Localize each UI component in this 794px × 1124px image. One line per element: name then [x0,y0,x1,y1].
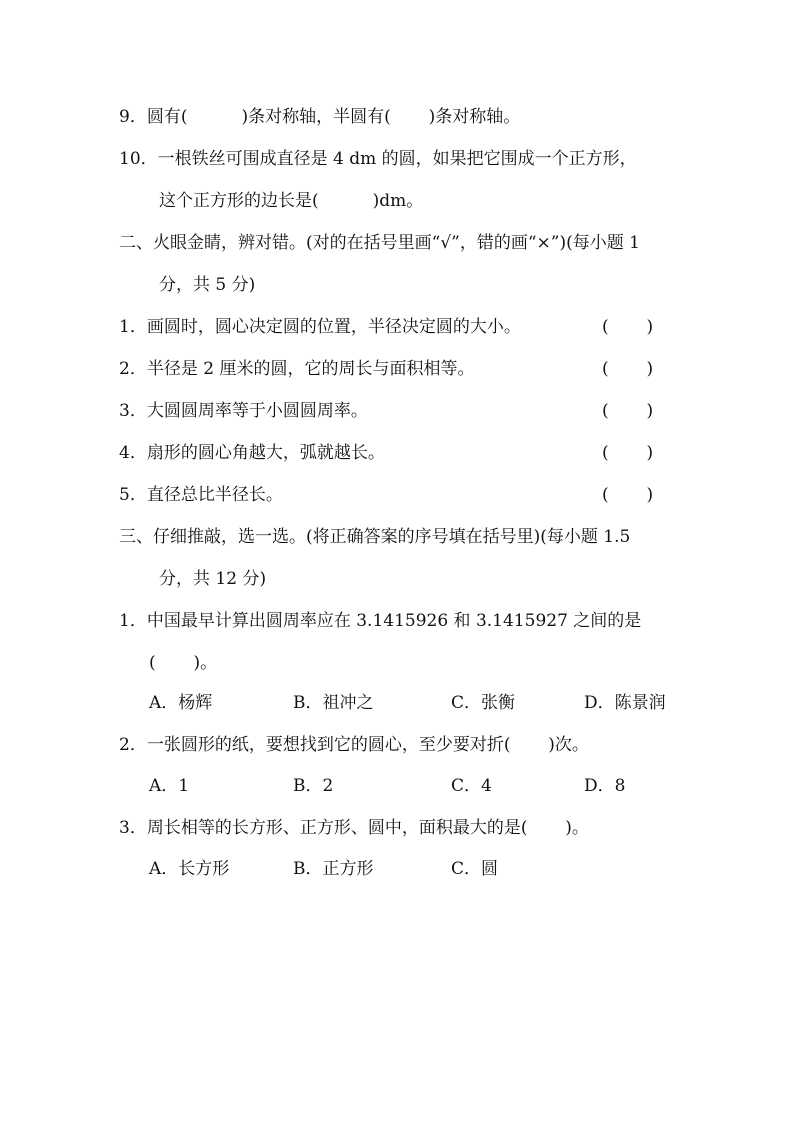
choice-question-3: 3．周长相等的长方形、正方形、圆中，面积最大的是( )。 [119,818,589,838]
option-b: B．祖冲之 [293,693,374,713]
answer-parentheses[interactable]: ( ) [602,485,654,505]
true-false-item-1: 1．画圆时，圆心决定圆的位置，半径决定圆的大小。 [119,317,521,337]
choice-question-1-line-1: 1．中国最早计算出圆周率应在 3.1415926 和 3.1415927 之间的是 [119,611,642,631]
answer-parentheses[interactable]: ( ) [602,401,654,421]
option-c: C．张衡 [451,693,516,713]
section-3-heading-line-1: 三、仔细推敲，选一选。(将正确答案的序号填在括号里)(每小题 1.5 [119,527,631,547]
question-10-line-2: 这个正方形的边长是( )dm。 [159,191,424,211]
true-false-item-2: 2．半径是 2 厘米的圆，它的周长与面积相等。 [119,359,475,379]
question-10-line-1: 10．一根铁丝可围成直径是 4 dm 的圆，如果把它围成一个正方形， [119,149,637,169]
true-false-item-4: 4．扇形的圆心角越大，弧就越长。 [119,443,385,463]
section-3-heading-line-2: 分，共 12 分) [159,569,267,589]
choice-question-1-line-2: ( )。 [149,653,218,673]
answer-parentheses[interactable]: ( ) [602,359,654,379]
option-d: D．陈景润 [584,693,666,713]
option-b: B．2 [293,776,334,796]
option-a: A．1 [149,776,190,796]
option-a: A．杨辉 [149,693,213,713]
question-9: 9．圆有( )条对称轴，半圆有( )条对称轴。 [119,107,521,127]
section-2-heading-line-1: 二、火眼金睛，辨对错。(对的在括号里画“√”，错的画“×”)(每小题 1 [119,233,640,253]
true-false-item-5: 5．直径总比半径长。 [119,485,283,505]
option-b: B．正方形 [293,859,374,879]
true-false-item-3: 3．大圆圆周率等于小圆圆周率。 [119,401,368,421]
option-c: C．4 [451,776,492,796]
option-a: A．长方形 [149,859,230,879]
answer-parentheses[interactable]: ( ) [602,443,654,463]
choice-question-2: 2．一张圆形的纸，要想找到它的圆心，至少要对折( )次。 [119,735,589,755]
option-c: C．圆 [451,859,499,879]
option-d: D．8 [584,776,626,796]
answer-parentheses[interactable]: ( ) [602,317,654,337]
section-2-heading-line-2: 分，共 5 分) [159,275,256,295]
